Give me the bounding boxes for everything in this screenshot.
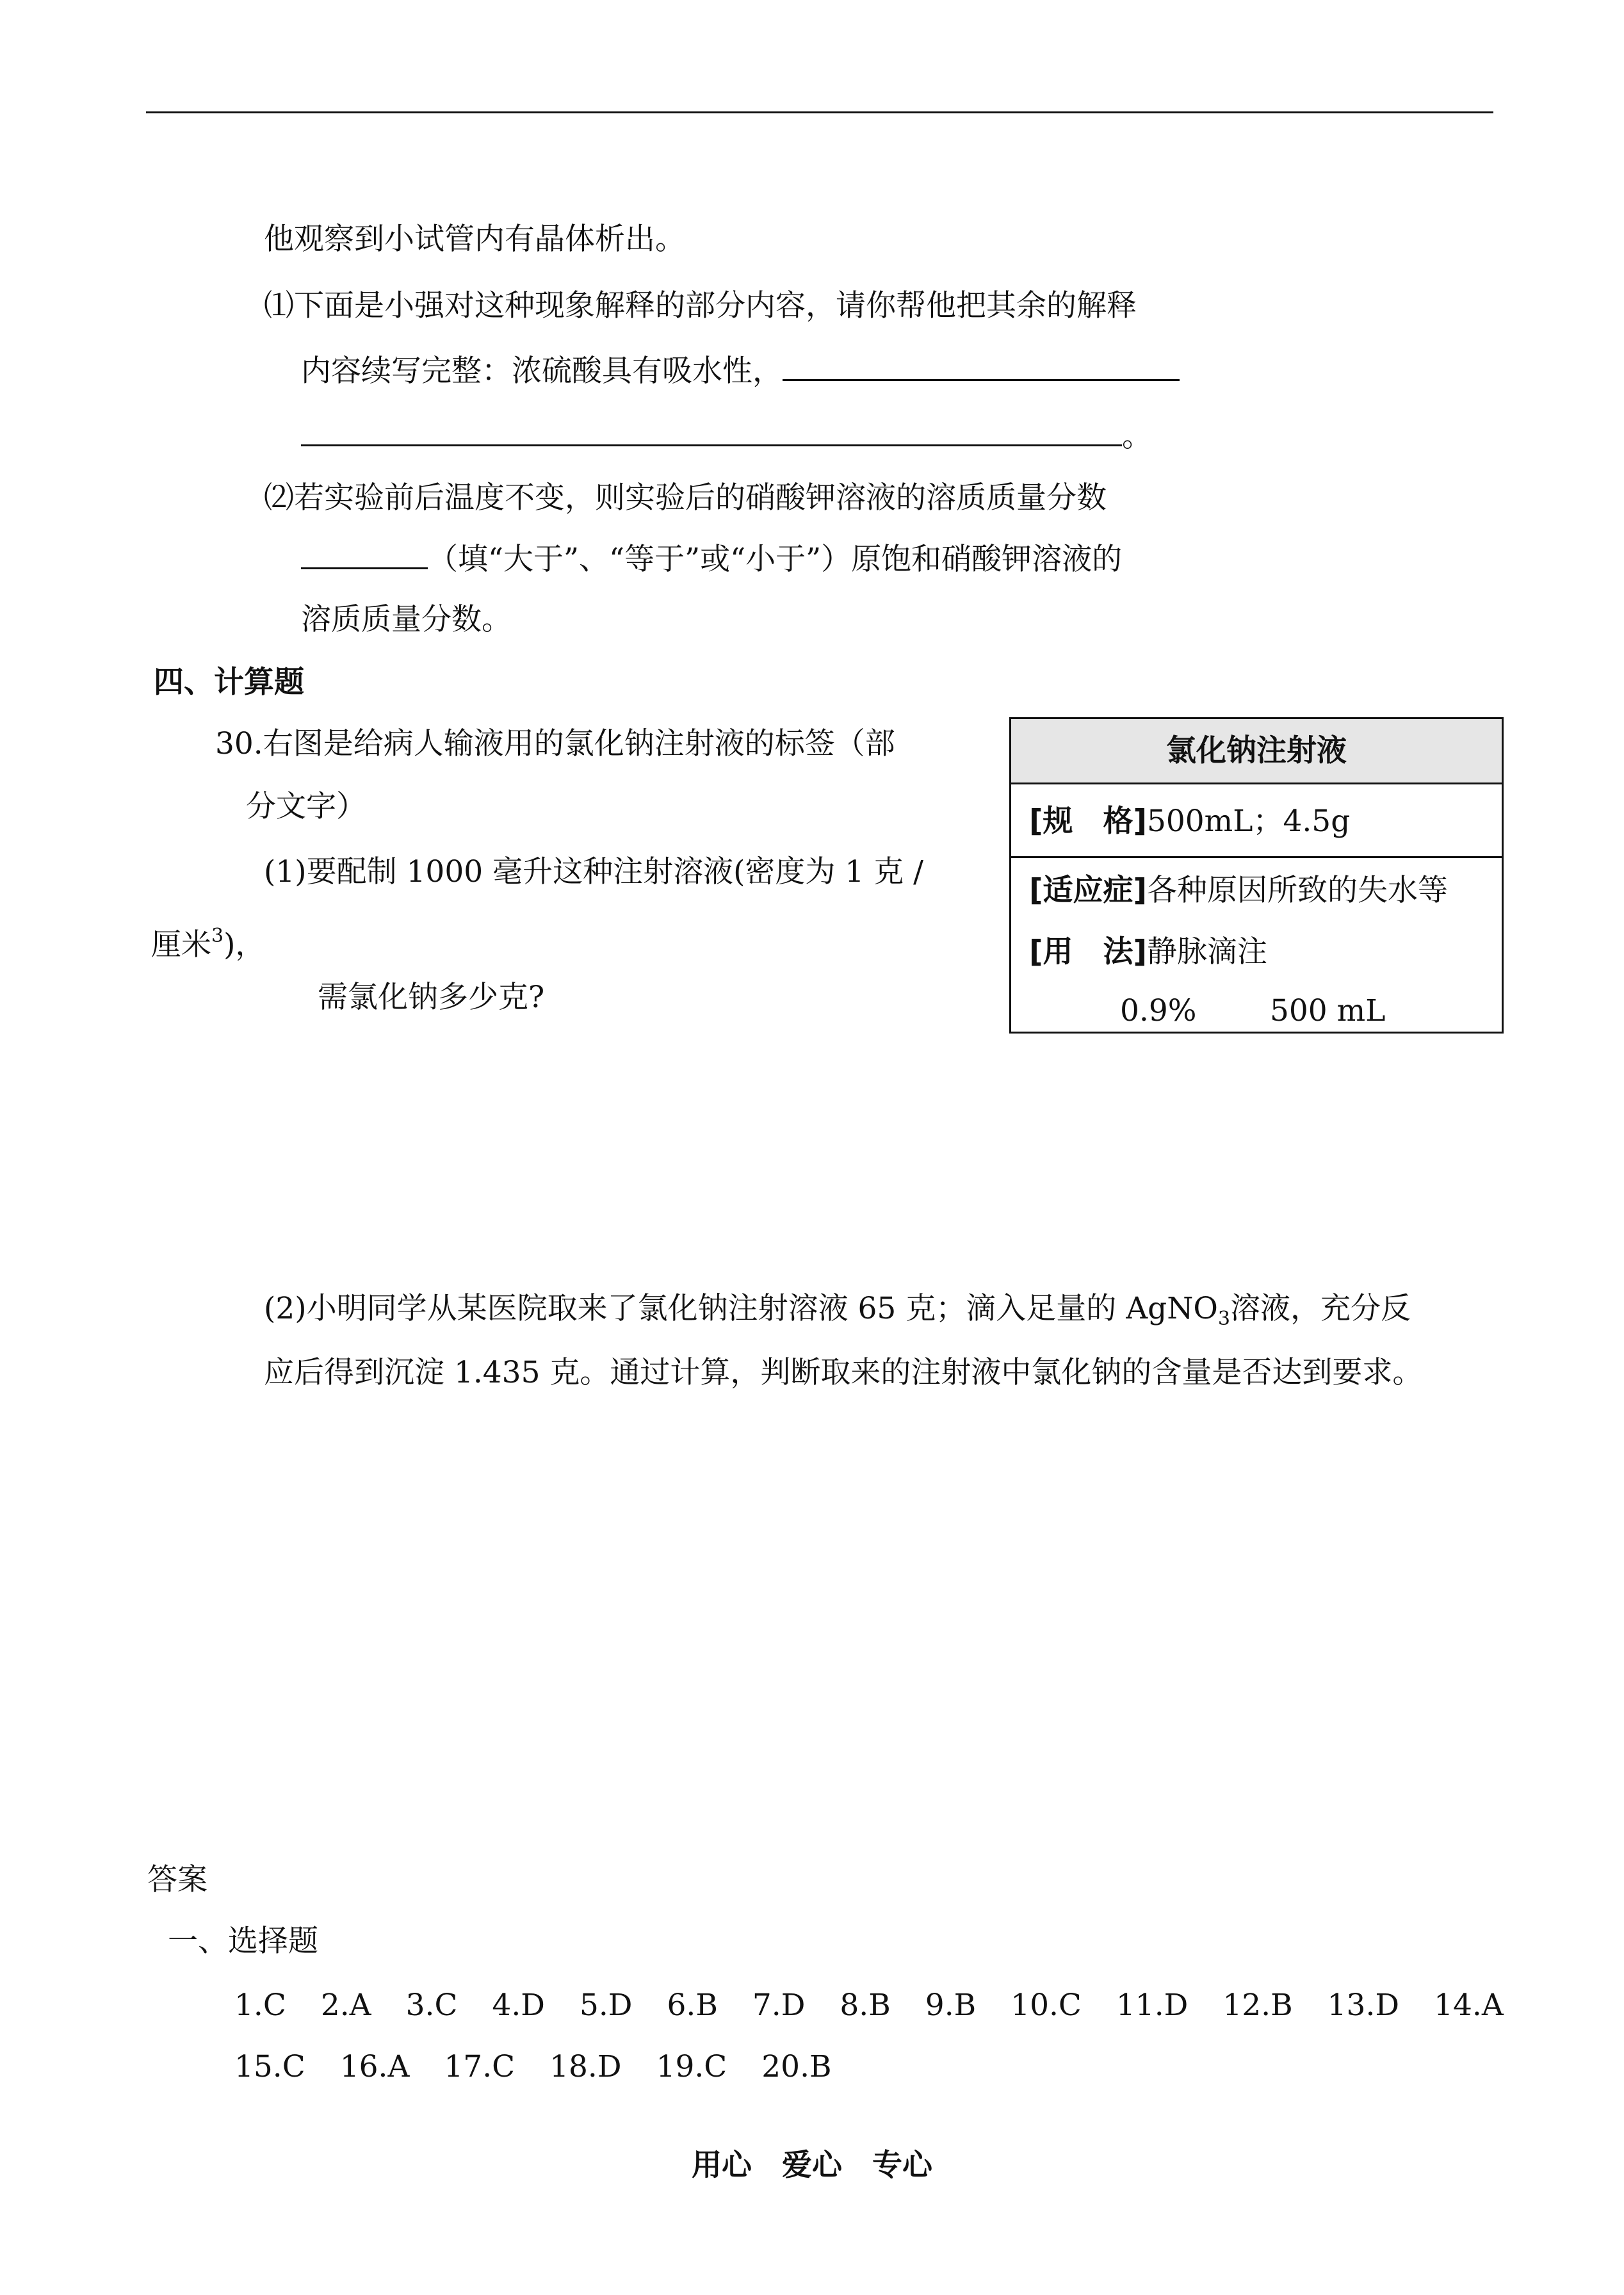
section-heading: 四、计算题 — [154, 665, 304, 700]
answer-blank[interactable] — [301, 538, 428, 569]
question-2-line-1: ⑵若实验前后温度不变，则实验后的硝酸钾溶液的溶质质量分数 — [264, 480, 1107, 515]
answer-item: 8.B — [840, 1988, 891, 2023]
question-1-text: 内容续写完整：浓硫酸具有吸水性， — [301, 353, 783, 389]
answer-item: 10.C — [1011, 1988, 1082, 2023]
part-2-text-end: 溶液，充分反 — [1230, 1291, 1411, 1326]
answer-item: 15.C — [234, 2049, 305, 2084]
label-usage-value: 静脉滴注 — [1146, 934, 1267, 969]
label-indication-row — [1029, 870, 1448, 911]
label-concentration: 0.9% — [1120, 993, 1197, 1028]
question-30-line-2: 分文字） — [246, 789, 366, 824]
answer-item: 3.C — [405, 1988, 458, 2023]
answers-title: 答案 — [147, 1862, 207, 1897]
text-line: 他观察到小试管内有晶体析出。 — [264, 222, 685, 257]
answer-item: 5.D — [579, 1988, 633, 2023]
label-usage-key: [用 法] — [1029, 934, 1147, 969]
answer-item: 14.A — [1434, 1988, 1504, 2023]
label-divider — [1011, 856, 1502, 858]
label-volume: 500 mL — [1270, 993, 1386, 1028]
answer-item: 16.A — [339, 2049, 410, 2084]
question-30-line-1: 30.右图是给病人输液用的氯化钠注射液的标签（部 — [215, 726, 895, 761]
question-1-line-1: ⑴下面是小强对这种现象解释的部分内容，请你帮他把其余的解释 — [264, 288, 1137, 323]
label-usage-row — [1029, 932, 1267, 973]
answer-blank[interactable] — [301, 415, 1122, 446]
question-1-line-2 — [301, 350, 1180, 392]
answer-item: 19.C — [656, 2049, 727, 2084]
question-30-part-1-line-2 — [151, 916, 265, 966]
answer-item: 11.D — [1116, 1988, 1189, 2023]
question-30-part-1-line-1: (1)要配制 1000 毫升这种注射溶液(密度为 1 克 / — [264, 854, 923, 889]
answer-blank[interactable] — [783, 350, 1180, 381]
answer-item: 17.C — [444, 2049, 516, 2084]
question-30-part-2-line-1 — [264, 1288, 1411, 1340]
answer-item: 6.B — [667, 1988, 718, 2023]
unit-text: 厘米 — [151, 927, 211, 962]
period: 。 — [1122, 419, 1152, 454]
label-spec-key: [规 格] — [1029, 804, 1147, 839]
superscript: 3 — [211, 925, 224, 947]
label-title: 氯化钠注射液 — [1011, 719, 1502, 784]
subscript: 3 — [1217, 1308, 1230, 1330]
label-indication-value: 各种原因所致的失水等 — [1146, 873, 1448, 908]
label-spec-row — [1029, 801, 1350, 842]
answer-item: 13.D — [1327, 1988, 1400, 2023]
unit-text-end: )， — [223, 927, 266, 962]
label-spec-value: 500mL；4.5g — [1146, 804, 1351, 839]
question-2-line-2 — [301, 538, 1122, 580]
answers-row-2 — [234, 2047, 866, 2088]
page-footer: 用心 爱心 专心 — [692, 2148, 932, 2183]
question-30-part-2-line-2: 应后得到沉淀 1.435 克。通过计算，判断取来的注射液中氯化钠的含量是否达到要求。 — [264, 1355, 1423, 1390]
answer-item: 4.D — [492, 1988, 545, 2023]
answer-item: 2.A — [320, 1988, 371, 2023]
answer-item: 12.B — [1222, 1988, 1293, 2023]
answer-item: 1.C — [234, 1988, 286, 2023]
question-2-line-3: 溶质质量分数。 — [301, 602, 512, 637]
header-rule — [146, 111, 1493, 113]
question-2-text: （填“大于”、“等于”或“小于”）原饱和硝酸钾溶液的 — [428, 542, 1123, 577]
question-1-line-3 — [301, 415, 1152, 457]
answer-item: 7.D — [752, 1988, 806, 2023]
part-2-text: (2)小明同学从某医院取来了氯化钠注射溶液 65 克；滴入足量的 AgNO — [264, 1291, 1218, 1326]
answer-item: 9.B — [925, 1988, 977, 2023]
question-30-part-1-line-3: 需氯化钠多少克? — [318, 980, 545, 1015]
answer-item: 18.D — [549, 2049, 622, 2084]
answers-section-1: 一、选择题 — [168, 1924, 318, 1959]
answers-row-1 — [234, 1985, 1504, 2026]
answer-item: 20.B — [761, 2049, 832, 2084]
label-indication-key: [适应症] — [1029, 873, 1147, 908]
injection-label — [1009, 717, 1504, 1034]
